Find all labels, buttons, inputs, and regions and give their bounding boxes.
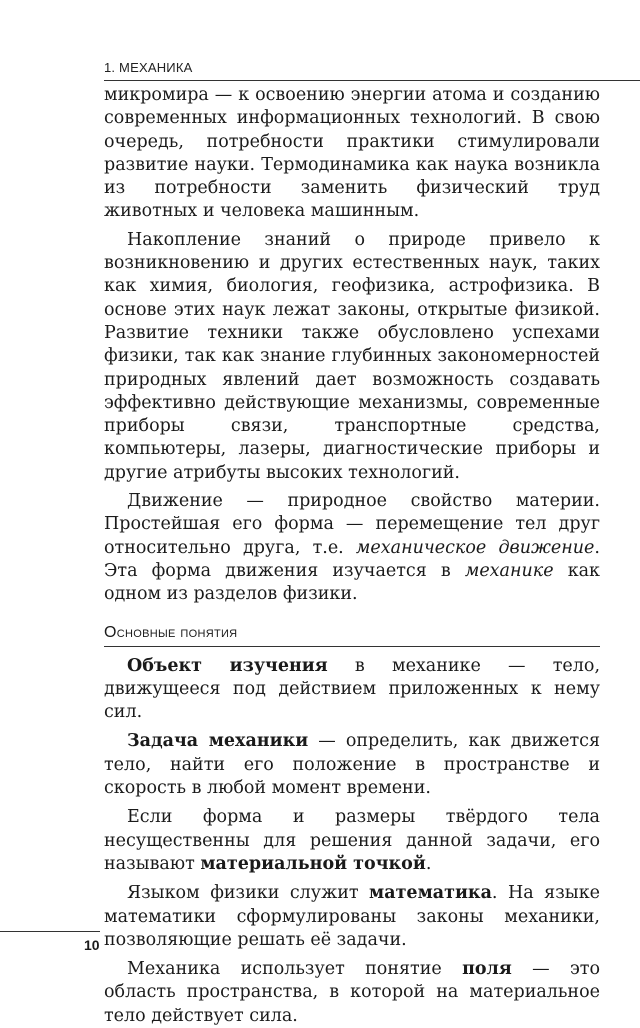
- term-task: Задача механики: [127, 731, 309, 752]
- definition-material-point: [104, 806, 600, 876]
- running-head: 1. МЕХАНИКА: [104, 60, 193, 75]
- definition-material-point-end: .: [425, 853, 432, 874]
- header-rule: [104, 80, 640, 81]
- definition-material-point-text: Если форма и размеры твёрдого тела несущественны для решения данной задачи, его называют: [104, 807, 600, 874]
- term-field: поля: [462, 959, 512, 980]
- definitions: [104, 655, 600, 1028]
- definition-field: [104, 958, 600, 1028]
- definition-object: [104, 655, 600, 725]
- paragraph-3-text-e: как одном из разделов физики.: [104, 560, 600, 605]
- definition-object-text: в механике — тело, движущееся под действием приложенных к нему сил.: [104, 655, 601, 723]
- paragraph-3-text-c: . Эта форма движения изучается в: [104, 537, 600, 581]
- definition-task-text: — определить, как движется тело, найти его положение в пространстве и скорость в любой момент времени.: [104, 731, 600, 799]
- term-mechanical-motion: механическое движение: [355, 537, 595, 558]
- page-number: 10: [84, 937, 100, 953]
- paragraph-1: микромира — к освоению энергии атома и созданию современных информационных технологий. В свою очередь, потребности практики стимулировали развитие науки. Термодинамика как наука возникла из потребности заменить физический труд животных и человека машинным.: [104, 85, 600, 222]
- definition-mathematics-end: . На языке математики сформулированы законы механики, позволяющие решать её задачи.: [104, 883, 600, 950]
- page-body: [104, 84, 600, 1028]
- section-heading: [104, 622, 600, 647]
- term-mechanics: механике: [464, 560, 554, 581]
- term-mathematics: математика: [369, 883, 492, 904]
- section-title: Основные понятия: [104, 623, 238, 641]
- definition-mathematics-text: Языком физики служит: [127, 883, 370, 904]
- definition-mathematics: [104, 882, 600, 952]
- paragraph-3: [104, 490, 600, 606]
- term-material-point: материальной точкой: [200, 853, 426, 874]
- footer-rule: [0, 931, 100, 932]
- definition-field-end: — это область пространства, в которой на материальное тело действует сила.: [104, 959, 600, 1026]
- definition-field-text: Механика использует понятие: [127, 959, 463, 980]
- term-object: Объект изучения: [127, 655, 328, 676]
- paragraph-2: Накопление знаний о природе привело к возникновению и других естественных наук, таких как химия, биология, геофизика, астрофизика. В основе этих наук лежат законы, открытые физикой. Развитие техники также обусловлено успехами физики, так как знание глубинных закономерностей природных явлений дает возможность создавать эффективно действующие механизмы, современные приборы связи, транспортные средства, компьютеры, лазеры, диагностические приборы и другие атрибуты высоких технологий.: [104, 229, 600, 483]
- definition-task: [104, 730, 600, 800]
- paragraph-3-text-a: Движение — природное свойство материи. Простейшая его форма — перемещение тел друг относительно друга, т.е.: [104, 491, 600, 558]
